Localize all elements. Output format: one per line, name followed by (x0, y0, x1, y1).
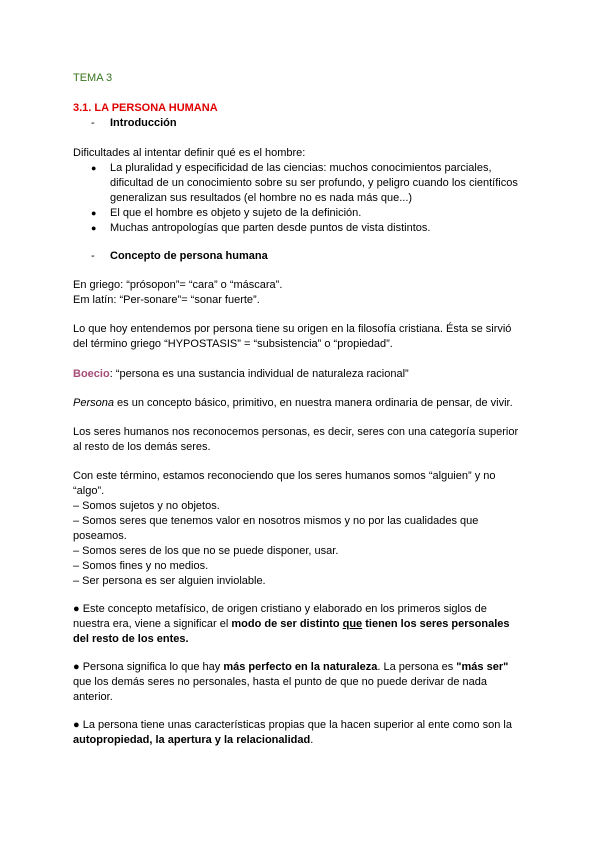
boecio-quote: : “persona es una sustancia individual de naturaleza racional” (109, 368, 409, 380)
bullet-2: ● (91, 208, 97, 218)
concept-heading: Concepto de persona humana (110, 250, 268, 262)
section-title: 3.1. LA PERSONA HUMANA (73, 102, 218, 114)
bullet-3-text: Muchas antropologías que parten desde puntos de vista distintos. (110, 222, 431, 234)
origen-line-2: del término griego “HYPOSTASIS” = “subsistencia” o “propiedad”. (73, 338, 393, 350)
metafisico-bold-2: tienen los seres personales (362, 618, 510, 630)
concepto-paragraph (73, 396, 513, 411)
intro-heading: Introducción (110, 117, 177, 129)
perfecto-a: ● Persona significa lo que hay (73, 661, 224, 673)
perfecto-line-1 (73, 660, 508, 675)
termino-item-2a: – Somos seres que tenemos valor en nosotros mismos y no por las cualidades que (73, 515, 479, 527)
metafisico-line-2-plain: nuestra era, viene a significar el (73, 618, 232, 630)
termino-line-1: Con este término, estamos reconociendo que los seres humanos somos “alguien” y no (73, 470, 496, 482)
seres-line-2: al resto de los demás seres. (73, 441, 211, 453)
metafisico-bold-que: que (342, 618, 363, 630)
termino-item-3: – Somos seres de los que no se puede disponer, usar. (73, 545, 339, 557)
termino-item-4: – Somos fines y no medios. (73, 560, 209, 572)
concepto-rest: es un concepto básico, primitivo, en nuestra manera ordinaria de pensar, de vivir. (113, 397, 513, 409)
bullet-3: ● (91, 223, 97, 233)
metafisico-bold-1: modo de ser distinto (231, 618, 343, 630)
perfecto-line-2: que los demás seres no personales, hasta el punto de que no puede derivar de nada (73, 676, 488, 688)
caract-line-1: ● La persona tiene unas características propias que la hacen superior al ente como son la (73, 719, 512, 731)
tema-label: TEMA 3 (73, 72, 113, 84)
origen-line-1: Lo que hoy entendemos por persona tiene su origen en la filosofía cristiana. Ésta se sirvió (73, 323, 512, 335)
caract-line-2 (73, 733, 313, 748)
caract-bold: autopropiedad, la apertura y la relacionalidad (73, 734, 311, 746)
boecio-paragraph (73, 367, 409, 382)
termino-item-2b: poseamos. (73, 530, 127, 542)
caract-end: . (310, 734, 314, 746)
bullet-1-line-1: La pluralidad y especificidad de las ciencias: muchos conocimientos parciales, (110, 162, 492, 174)
bullet-1: ● (91, 163, 97, 173)
perfecto-d: "más ser" (456, 661, 509, 673)
persona-word: Persona (73, 397, 114, 409)
concept-dash: - (91, 250, 95, 262)
perfecto-line-3: anterior. (73, 691, 113, 703)
metafisico-line-3: del resto de los entes. (73, 633, 189, 645)
termino-line-2: “algo”. (73, 485, 105, 497)
bullet-1-line-2: dificultad de un conocimiento sobre su ser profundo, y peligro cuando los científicos (110, 177, 518, 189)
boecio-name: Boecio (73, 368, 110, 380)
bullet-2-text: El que el hombre es objeto y sujeto de la definición. (110, 207, 362, 219)
etimologia-latin: Em latín: “Per-sonare”= “sonar fuerte”. (73, 294, 260, 306)
perfecto-b: más perfecto en la naturaleza (223, 661, 378, 673)
bullet-1-line-3: generalizan sus resultados (el hombre no es nada más que...) (110, 192, 413, 204)
dificultades-lead: Dificultades al intentar definir qué es el hombre: (73, 147, 306, 159)
etimologia-griego: En griego: “prósopon”= “cara” o “máscara”. (73, 279, 283, 291)
seres-line-1: Los seres humanos nos reconocemos personas, es decir, seres con una categoría superior (73, 426, 519, 438)
perfecto-c: . La persona es (377, 661, 457, 673)
termino-item-1: – Somos sujetos y no objetos. (73, 500, 220, 512)
metafisico-line-2 (73, 617, 510, 632)
metafisico-line-1: ● Este concepto metafísico, de origen cristiano y elaborado en los primeros siglos de (73, 603, 487, 615)
intro-dash: - (91, 117, 95, 129)
termino-item-5: – Ser persona es ser alguien inviolable. (73, 575, 266, 587)
